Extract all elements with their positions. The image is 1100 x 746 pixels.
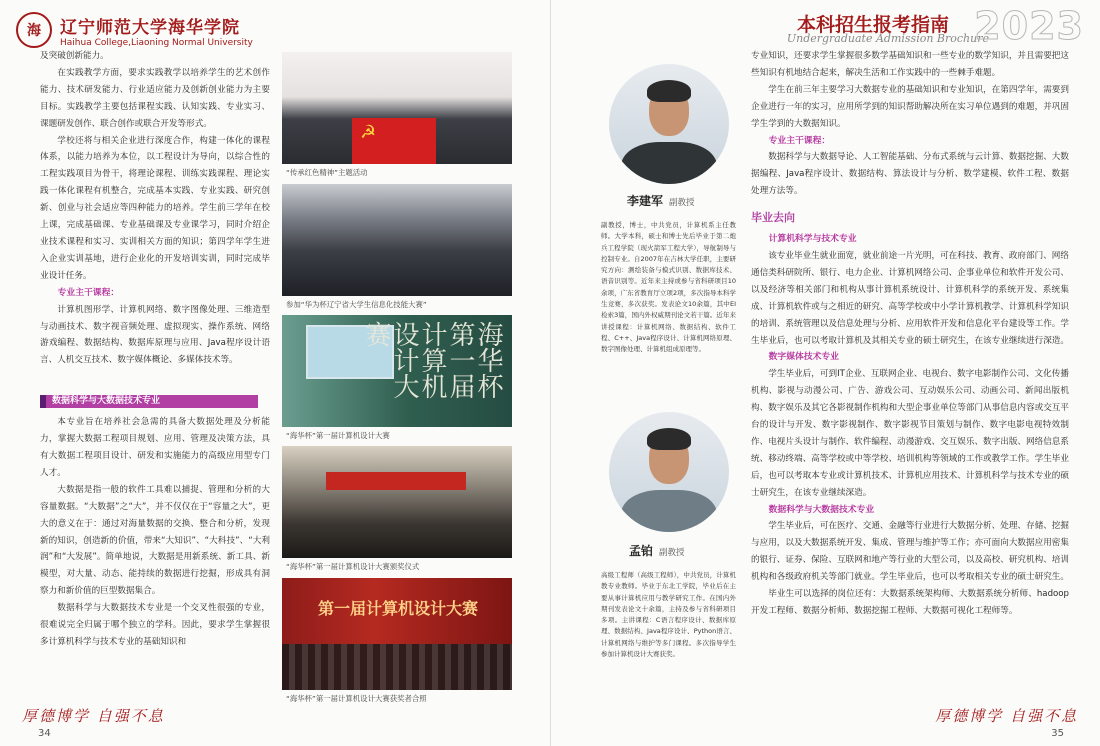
core-course-label: 专业主干课程：: [57, 287, 120, 298]
college-name-cn: 辽宁师范大学海华学院: [60, 17, 240, 38]
guide-title-cn: 本科招生报考指南: [796, 14, 949, 36]
major-label-ds: 数据科学与大数据技术专业: [768, 504, 875, 515]
faculty-bio: 副教授，博士，中共党员，计算机系主任教师。大学本科，硕士和博士先后毕业于第二炮兵工程学院（现火箭军工程大学），导航制导与控制专业。自2007年在吉林大学任职，主要研究方向：测绘装备与模式识别、数据库技术、语音识别等。近年来主持或参与省科研项目10余项，广东省教育厅立项2项，多次指导本科学生竞赛，多次获奖。发表论文10余篇，其中EI检索3篇，国内外权威期刊论文若干篇。近年来讲授课程：计算机网络、数据结构、软件工程、C++、Java程序设计、计算机网络原理、数字图像处理、计算机组成原理等。: [601, 221, 736, 354]
paragraph: 大数据是指一般的软件工具难以捕捉、管理和分析的大容量数据。“大数据”之“大”，并不仅仅在于“容量之大”，更大的意义在于：通过对海量数据的交换、整合和分析，发现新的知识，创造新的价值，带来“大知识”、“大科技”、“大利润”和“大发展”。简单地说，大数据是用新系统、新工具、新模型，对大量、动态、能持续的数据进行挖掘，形成具有洞察力和新价值的巨型数据集合。: [40, 484, 270, 597]
paragraph: 学生毕业后，可到IT企业、互联网企业、电视台、数字电影制作公司、文化传播机构、影视与动漫公司、广告、游戏公司、互动娱乐公司、动画公司、新闻出版机构、数字娱乐及其它各影视制作机构和大型企事业单位等部门从事信息内容或交互平台的设计与开发、数字影视制作、数字影视节目策划与制作、数字电影电视特效制作、电视片头设计与制作、软件编程、动漫游戏、交互娱乐、数字出版、网络信息系统、移动终端、高等学校或中等学校、培训机构等领域的工作或教学工作。学生毕业后，也可以考取本专业或计算机技术、计算机应用技术、计算机科学与技术专业的硕士研究生，在该专业继续深造。: [751, 369, 1069, 498]
major-label-cs: 计算机科学与技术专业: [768, 234, 857, 245]
photo-red-spirit-activity: [282, 52, 512, 164]
career-section-title: 毕业去向: [751, 211, 795, 225]
flag-icon: [352, 118, 436, 164]
major-label-dm: 数字媒体技术专业: [768, 352, 839, 363]
banner-text: 第一届计算机设计大赛: [318, 599, 479, 618]
photo-design-contest: [282, 315, 512, 427]
college-seal-icon: 海: [16, 12, 52, 48]
paragraph: 学生毕业后，可在医疗、交通、金融等行业进行大数据分析、处理、存储、挖掘与应用，以及大数据系统开发、集成、管理与维护等工作；亦可面向大数据应用密集的银行、证券、保险、互联网和地产等行业的大型公司，以及高校、研究机构、培训机构和各级政府机关等部门就业。学生毕业后，也可以考取相关专业的硕士研究生。: [751, 521, 1069, 583]
page-number-left: 34: [38, 728, 51, 739]
faculty-title: 副教授: [669, 198, 695, 208]
faculty-portrait-li: [609, 64, 729, 184]
right-text-column: [751, 48, 1069, 620]
brochure-header: [754, 6, 1084, 46]
paragraph: 计算机图形学、计算机网络、数字图像处理、三维造型与动画技术、数字视音频处理、虚拟现实、操作系统、网络游戏编程、数据结构、数据库原理与应用、Java程序设计语言、人机交互技术、数字媒体概论、多媒体技术等。: [40, 304, 270, 366]
paragraph: 学校还将与相关企业进行深度合作，构建一体化的课程体系，以能力培养为本位，以工程设计为导向，以综合性的工程实践项目为骨干，将理论课程、训练实践课程、理论实践一体化课程有机整合，完成基本实践、专业实践、研究创新、创业与社会适应等四种能力的培养。学生前三学年在校上课，完成基础课、专业基础课及专业课学习，同时介绍企业技术课程和实习、实训相关方面的知识；第四学年学生进入企业实训基地，进行企业化的开发培训实训，同时完成毕业设计任务。: [40, 135, 270, 281]
year-label: 2023: [974, 4, 1084, 48]
paragraph: 及突破创新能力。: [40, 51, 109, 61]
faculty-name-text: 李建军: [627, 194, 664, 208]
paragraph: 专业知识，还要求学生掌握很多数学基础知识和一些专业的数学知识，并且需要把这些知识有机地结合起来，解决生活和工作实践中的一些棘手难题。: [751, 51, 1069, 78]
photo-caption: 参加“华为杯辽宁省大学生信息化技能大赛”: [286, 300, 427, 309]
photo-award-ceremony: [282, 446, 512, 558]
stage-banner: [326, 472, 466, 490]
page-number-right: 35: [1051, 728, 1064, 739]
photo-caption: “海华杯”第一届计算机设计大赛: [286, 431, 390, 440]
paragraph: 数据科学与大数据技术专业是一个交叉性很强的专业，很难说完全归属于哪个独立的学科。因此，要求学生掌握很多计算机科学与技术专业的基础知识和: [40, 603, 270, 647]
guide-title-en: Undergraduate Admission Brochure: [786, 32, 989, 45]
faculty-name-text: 孟铂: [629, 544, 654, 558]
photo-caption: “海华杯”第一届计算机设计大赛颁奖仪式: [286, 562, 420, 571]
photo-caption: “海华杯”第一届计算机设计大赛获奖者合照: [286, 694, 427, 703]
faculty-name: [627, 192, 695, 209]
paragraph: 在实践教学方面，要求实践教学以培养学生的艺术创作能力、技术研发能力、行业适应能力及创新创业能力为主要目标。实践教学主要包括课程实践、认知实践、专业实习、课题研发创作、联合创作或联合开发等形式。: [40, 67, 270, 129]
paragraph: 毕业生可以选择的岗位还有：大数据系统架构师、大数据系统分析师、hadoop开发工程师、数据分析师、数据挖掘工程师、大数据可视化工程师等。: [751, 589, 1069, 616]
core-course-label: 专业主干课程：: [768, 135, 831, 146]
section-bar-data-science: 数据科学与大数据技术专业: [40, 395, 258, 408]
college-logo: [16, 10, 253, 50]
photo-skill-competition: [282, 184, 512, 296]
faculty-title: 副教授: [659, 548, 685, 558]
photo-winners-group: [282, 578, 512, 690]
paragraph: 该专业毕业生就业面宽，就业前途一片光明，可在科技、教育、政府部门、网络通信类科研院所、银行、电力企业、计算机网络公司、企事业单位和软件开发公司、以及经济等相关部门和机构从事计算机系统设计、计算机科学的系统开发、系统集成、计算机软件或与之相近的研究、高等学校或中小学计算机教学、计算机科学知识的培训、系统管理以及信息处理与分析、应用软件开发和信息化平台建设等工作。学生毕业后，也可以考取计算机及其相关专业的硕士研究生，在该专业继续进行深造。: [751, 250, 1069, 346]
paragraph: 学生在前三年主要学习大数据专业的基础知识和专业知识，在第四学年，需要到企业进行一年的实习，应用所学到的知识帮助解决所在实习单位遇到的难题，并巩固学生学到的大数据知识。: [751, 84, 1069, 129]
college-name-en: Haihua College,Liaoning Normal University: [60, 37, 253, 48]
motto-right: 厚德博学 自强不息: [935, 707, 1078, 725]
paragraph: 数据科学与大数据导论、人工智能基础、分布式系统与云计算、数据挖掘、大数据编程、Java程序设计、数据结构、算法设计与分析、数学建模、软件工程、数据处理方法等。: [751, 152, 1069, 197]
faculty-portrait-meng: [609, 412, 729, 532]
paragraph: 本专业旨在培养社会急需的具备大数据处理及分析能力，掌握大数据工程项目规划、应用、管理及决策方法，具有大数据工程项目设计、研发和实施能力的高级应用型专门人才。: [40, 417, 270, 478]
group-people: [282, 644, 512, 690]
motto-left: 厚德博学 自强不息: [22, 707, 165, 725]
photo-caption: “传承红色精神”主题活动: [286, 168, 368, 177]
faculty-name: [629, 542, 685, 559]
blackboard-text: 海华杯第一届计算机设计大赛: [361, 321, 503, 399]
right-page: [550, 0, 1100, 746]
left-text-column: [40, 48, 270, 651]
faculty-bio: 高级工程师（高级工程师），中共党员，计算机教专业教师。毕业于东北工学院，毕业后在主要从事计算机应用与教学研究工作。在国内外期刊发表论文十余篇，主持及参与省科研项目多项。主讲课程：C语言程序设计、数据库原理、数据结构、Java程序设计、Python语言、计算机网络与维护等多门课程。多次指导学生参加计算机设计大赛获奖。: [601, 571, 736, 659]
